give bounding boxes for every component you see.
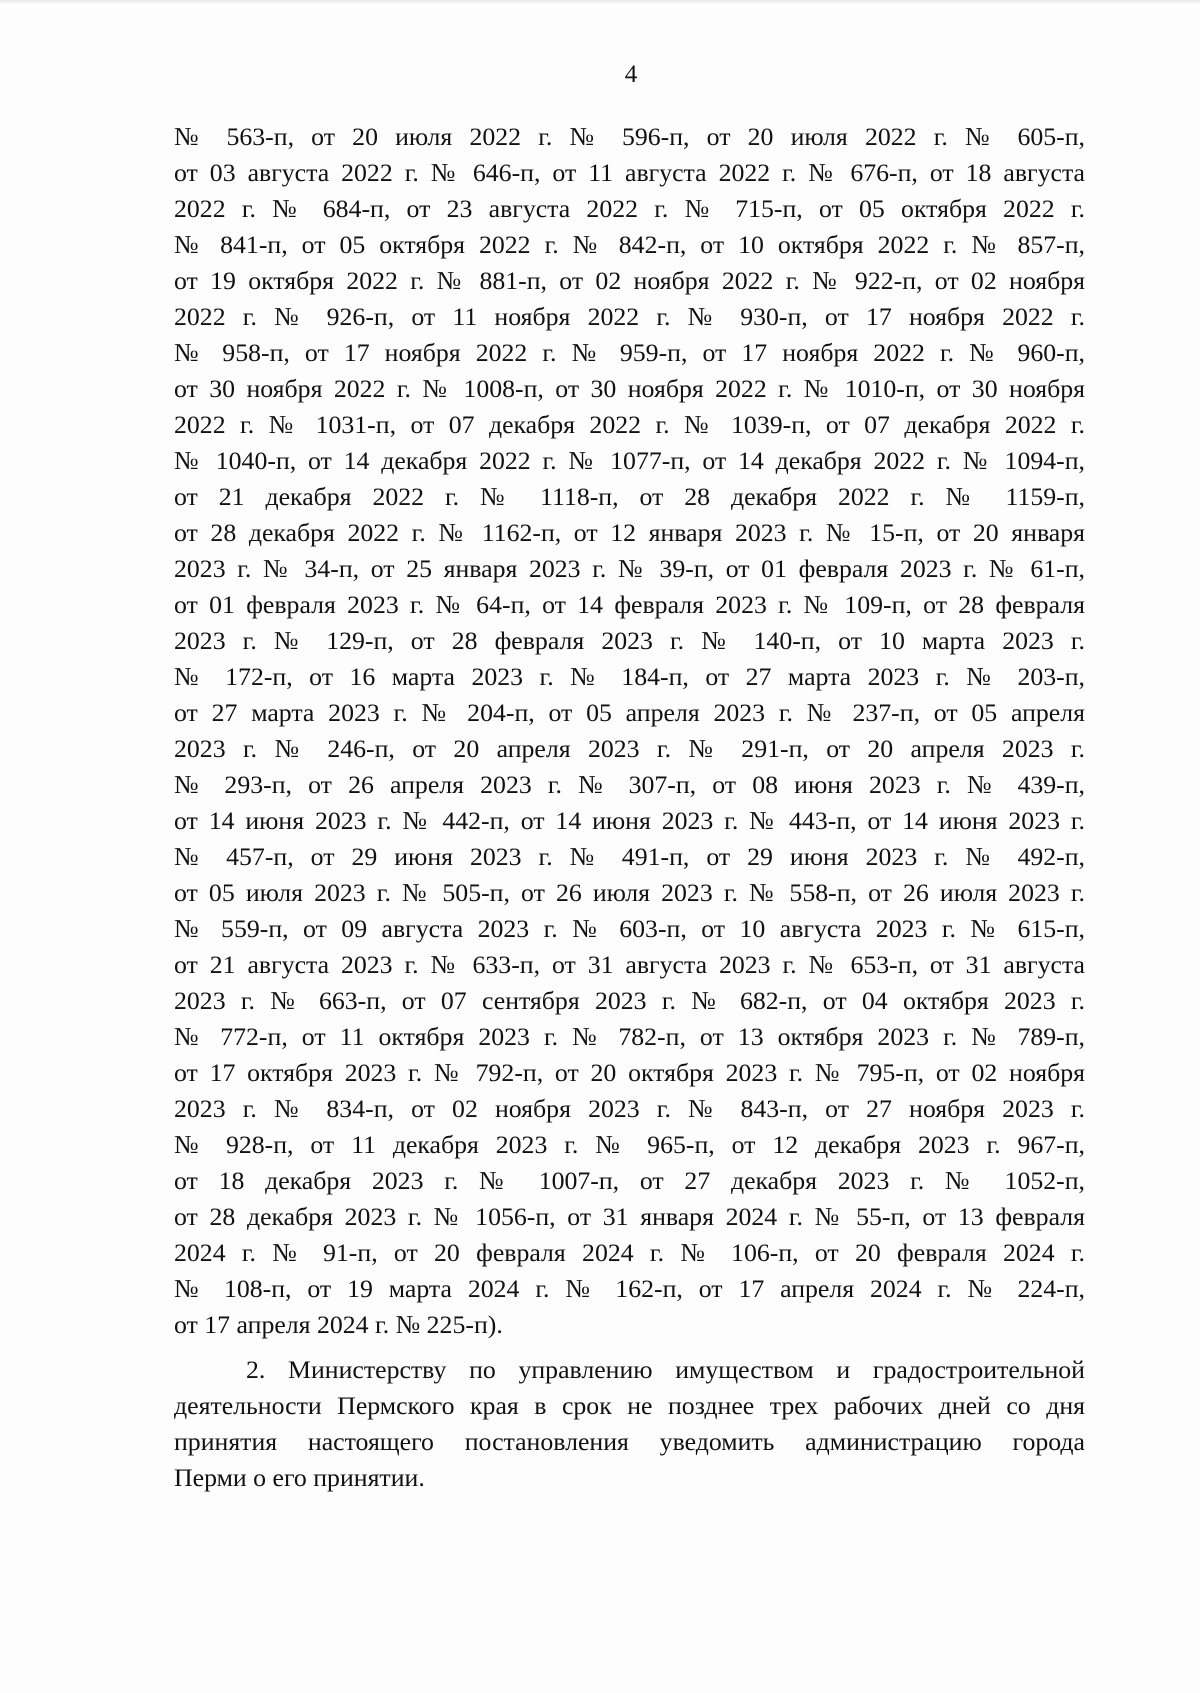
- text-line: от 14 июня 2023 г. № 442-п, от 14 июня 2023 г. № 443-п, от 14 июня 2023 г.: [174, 806, 1085, 835]
- text-line: 2022 г. № 1031-п, от 07 декабря 2022 г. № 1039-п, от 07 декабря 2022 г.: [174, 410, 1085, 439]
- page-number: 4: [624, 61, 638, 88]
- text-line: 2023 г. № 663-п, от 07 сентября 2023 г. № 682-п, от 04 октября 2023 г.: [174, 986, 1085, 1015]
- text-line: 2022 г. № 684-п, от 23 августа 2022 г. № 715-п, от 05 октября 2022 г.: [174, 194, 1085, 223]
- text-line: № 563-п, от 20 июля 2022 г. № 596-п, от 20 июля 2022 г. № 605-п,: [174, 122, 1085, 151]
- text-line: № 457-п, от 29 июня 2023 г. № 491-п, от 29 июня 2023 г. № 492-п,: [174, 842, 1085, 871]
- text-line: от 21 декабря 2022 г. № 1118-п, от 28 декабря 2022 г. № 1159-п,: [174, 482, 1085, 511]
- continuation-paragraph: [174, 119, 1085, 1343]
- text-line: № 559-п, от 09 августа 2023 г. № 603-п, от 10 августа 2023 г. № 615-п,: [174, 914, 1085, 943]
- text-line: 2023 г. № 834-п, от 02 ноября 2023 г. № 843-п, от 27 ноября 2023 г.: [174, 1094, 1085, 1123]
- text-line: № 841-п, от 05 октября 2022 г. № 842-п, от 10 октября 2022 г. № 857-п,: [174, 230, 1085, 259]
- text-line: 2. Министерству по управлению имуществом и градостроительной: [246, 1355, 1085, 1384]
- text-line: от 01 февраля 2023 г. № 64-п, от 14 февраля 2023 г. № 109-п, от 28 февраля: [174, 590, 1085, 619]
- text-line: № 172-п, от 16 марта 2023 г. № 184-п, от 27 марта 2023 г. № 203-п,: [174, 662, 1085, 691]
- text-line: № 958-п, от 17 ноября 2022 г. № 959-п, от 17 ноября 2022 г. № 960-п,: [174, 338, 1085, 367]
- text-line: от 03 августа 2022 г. № 646-п, от 11 августа 2022 г. № 676-п, от 18 августа: [174, 158, 1085, 187]
- text-line: от 28 декабря 2023 г. № 1056-п, от 31 января 2024 г. № 55-п, от 13 февраля: [174, 1202, 1085, 1231]
- text-line: от 17 октября 2023 г. № 792-п, от 20 октября 2023 г. № 795-п, от 02 ноября: [174, 1058, 1085, 1087]
- text-line: 2022 г. № 926-п, от 11 ноября 2022 г. № 930-п, от 17 ноября 2022 г.: [174, 302, 1085, 331]
- text-line: № 293-п, от 26 апреля 2023 г. № 307-п, от 08 июня 2023 г. № 439-п,: [174, 770, 1085, 799]
- text-line: 2023 г. № 34-п, от 25 января 2023 г. № 39-п, от 01 февраля 2023 г. № 61-п,: [174, 554, 1085, 583]
- text-line: от 19 октября 2022 г. № 881-п, от 02 ноября 2022 г. № 922-п, от 02 ноября: [174, 266, 1085, 295]
- text-line: № 1040-п, от 14 декабря 2022 г. № 1077-п, от 14 декабря 2022 г. № 1094-п,: [174, 446, 1085, 475]
- text-line: № 772-п, от 11 октября 2023 г. № 782-п, от 13 октября 2023 г. № 789-п,: [174, 1022, 1085, 1051]
- scan-edge: [0, 0, 1200, 4]
- text-line: деятельности Пермского края в срок не позднее трех рабочих дней со дня: [174, 1391, 1085, 1420]
- text-line: № 928-п, от 11 декабря 2023 г. № 965-п, от 12 декабря 2023 г. 967-п,: [174, 1130, 1085, 1159]
- text-line: от 18 декабря 2023 г. № 1007-п, от 27 декабря 2023 г. № 1052-п,: [174, 1166, 1085, 1195]
- text-line: 2024 г. № 91-п, от 20 февраля 2024 г. № 106-п, от 20 февраля 2024 г.: [174, 1238, 1085, 1267]
- text-line: 2023 г. № 129-п, от 28 февраля 2023 г. № 140-п, от 10 марта 2023 г.: [174, 626, 1085, 655]
- text-line: от 27 марта 2023 г. № 204-п, от 05 апреля 2023 г. № 237-п, от 05 апреля: [174, 698, 1085, 727]
- text-line: от 28 декабря 2022 г. № 1162-п, от 12 января 2023 г. № 15-п, от 20 января: [174, 518, 1085, 547]
- text-line: от 30 ноября 2022 г. № 1008-п, от 30 ноября 2022 г. № 1010-п, от 30 ноября: [174, 374, 1085, 403]
- paragraph-2: [174, 1352, 1085, 1496]
- text-line: Перми о его принятии.: [174, 1463, 425, 1492]
- text-line: от 17 апреля 2024 г. № 225-п).: [174, 1310, 503, 1339]
- text-line: 2023 г. № 246-п, от 20 апреля 2023 г. № 291-п, от 20 апреля 2023 г.: [174, 734, 1085, 763]
- text-line: от 21 августа 2023 г. № 633-п, от 31 августа 2023 г. № 653-п, от 31 августа: [174, 950, 1085, 979]
- text-line: № 108-п, от 19 марта 2024 г. № 162-п, от 17 апреля 2024 г. № 224-п,: [174, 1274, 1085, 1303]
- text-line: от 05 июля 2023 г. № 505-п, от 26 июля 2023 г. № 558-п, от 26 июля 2023 г.: [174, 878, 1085, 907]
- text-line: принятия настоящего постановления уведомить администрацию города: [174, 1427, 1085, 1456]
